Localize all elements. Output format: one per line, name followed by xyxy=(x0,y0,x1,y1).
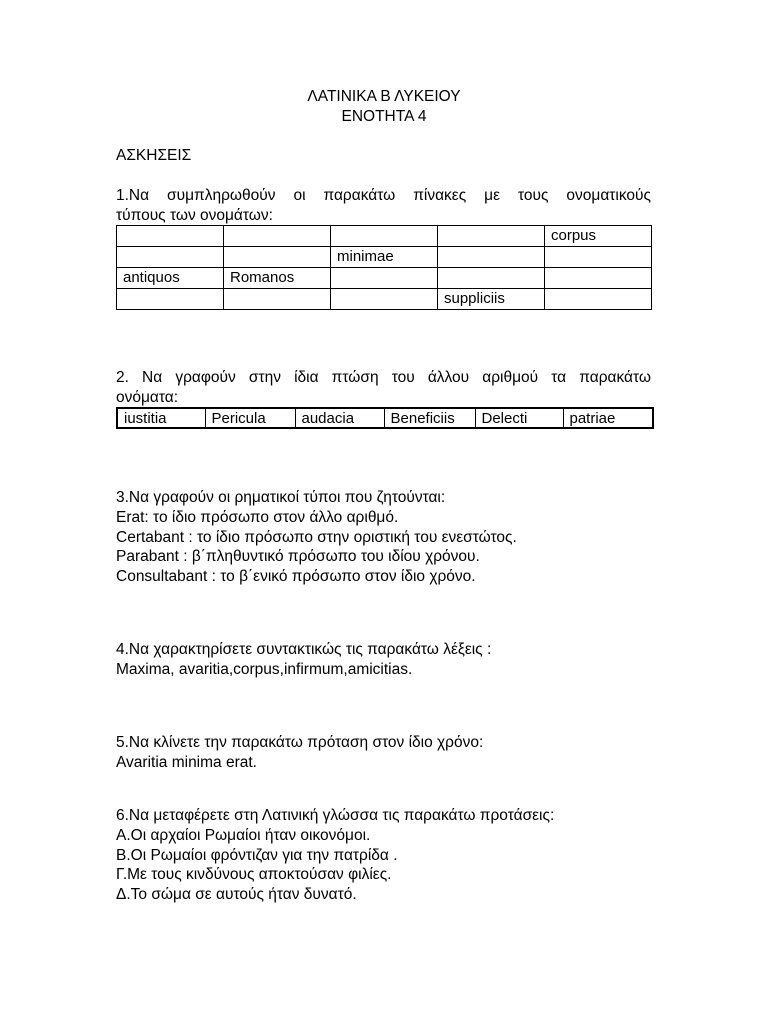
q6-line-2: Α.Οι αρχαίοι Ρωμαίοι ήταν οικονόμοι. xyxy=(116,827,371,844)
table-cell[interactable]: minimae xyxy=(331,247,438,268)
q2-line-1: 2. Να γραφούν στην ίδια πτώση του άλλου αριθμού τα παρακάτω xyxy=(116,369,651,386)
table-cell[interactable] xyxy=(438,268,545,289)
table-cell[interactable]: suppliciis xyxy=(438,289,545,310)
table-row xyxy=(117,289,652,310)
table-cell[interactable]: Beneficiis xyxy=(384,408,475,428)
q5-line-1: 5.Να κλίνετε την παρακάτω πρόταση στον ίδιο χρόνο: xyxy=(116,734,484,751)
table-cell[interactable] xyxy=(224,247,331,268)
table-cell[interactable] xyxy=(224,226,331,247)
section-label: ΑΣΚΗΣΕΙΣ xyxy=(116,147,192,164)
table-row xyxy=(117,408,653,428)
q6-line-3: Β.Οι Ρωμαίοι φρόντιζαν για την πατρίδα . xyxy=(116,847,398,864)
q3-line-3: Certabant : το ίδιο πρόσωπο στην οριστική του ενεστώτος. xyxy=(116,529,517,546)
table-cell[interactable]: audacia xyxy=(295,408,384,428)
table-cell[interactable] xyxy=(438,247,545,268)
document-subtitle: ΕΝΟΤΗΤΑ 4 xyxy=(341,108,427,125)
table-cell[interactable] xyxy=(331,268,438,289)
q6-line-5: Δ.Το σώμα σε αυτούς ήταν δυνατό. xyxy=(116,886,357,903)
document-title: ΛΑΤΙΝΙΚΑ Β ΛΥΚΕΙΟΥ xyxy=(307,88,461,105)
table-cell[interactable] xyxy=(117,289,224,310)
table-cell[interactable] xyxy=(545,268,652,289)
table-cell[interactable] xyxy=(545,247,652,268)
q3-line-4: Parabant : β΄πληθυντικό πρόσωπο του ιδίου χρόνου. xyxy=(116,548,480,565)
q4-line-2: Maxima, avaritia,corpus,infirmum,amicitias. xyxy=(116,661,413,678)
table-cell[interactable] xyxy=(438,226,545,247)
table-cell[interactable] xyxy=(224,289,331,310)
table-cell[interactable]: antiquos xyxy=(117,268,224,289)
table-cell[interactable]: Delecti xyxy=(475,408,563,428)
table-cell[interactable]: corpus xyxy=(545,226,652,247)
table-row xyxy=(117,268,652,289)
q6-line-4: Γ.Με τους κινδύνους αποκτούσαν φιλίες. xyxy=(116,866,392,883)
table-cell[interactable]: patriae xyxy=(563,408,653,428)
table-row xyxy=(117,247,652,268)
q3-line-1: 3.Να γραφούν οι ρηματικοί τύποι που ζητούνται: xyxy=(116,489,446,506)
q3-line-2: Erat: το ίδιο πρόσωπο στον άλλο αριθμό. xyxy=(116,509,399,526)
q3-line-5: Consultabant : το β΄ενικό πρόσωπο στον ίδιο χρόνο. xyxy=(116,568,476,585)
table-cell[interactable]: Romanos xyxy=(224,268,331,289)
q4-line-1: 4.Να χαρακτηρίσετε συντακτικώς τις παρακάτω λέξεις : xyxy=(116,641,492,658)
table-row xyxy=(117,226,652,247)
q2-table xyxy=(116,407,654,429)
q1-table xyxy=(116,225,652,310)
table-cell[interactable] xyxy=(117,226,224,247)
q1-line-1: 1.Να συμπληρωθούν οι παρακάτω πίνακες με τους ονοματικούς xyxy=(116,187,651,204)
table-cell[interactable]: iustitia xyxy=(117,408,205,428)
q6-line-1: 6.Να μεταφέρετε στη Λατινική γλώσσα τις παρακάτω προτάσεις: xyxy=(116,807,555,824)
table-cell[interactable] xyxy=(117,247,224,268)
q2-line-2: ονόματα: xyxy=(116,389,179,406)
q5-line-2: Avaritia minima erat. xyxy=(116,754,257,771)
table-cell[interactable]: Pericula xyxy=(205,408,295,428)
q1-line-2: τύπους των ονομάτων: xyxy=(116,207,273,224)
table-cell[interactable] xyxy=(545,289,652,310)
table-cell[interactable] xyxy=(331,226,438,247)
table-cell[interactable] xyxy=(331,289,438,310)
